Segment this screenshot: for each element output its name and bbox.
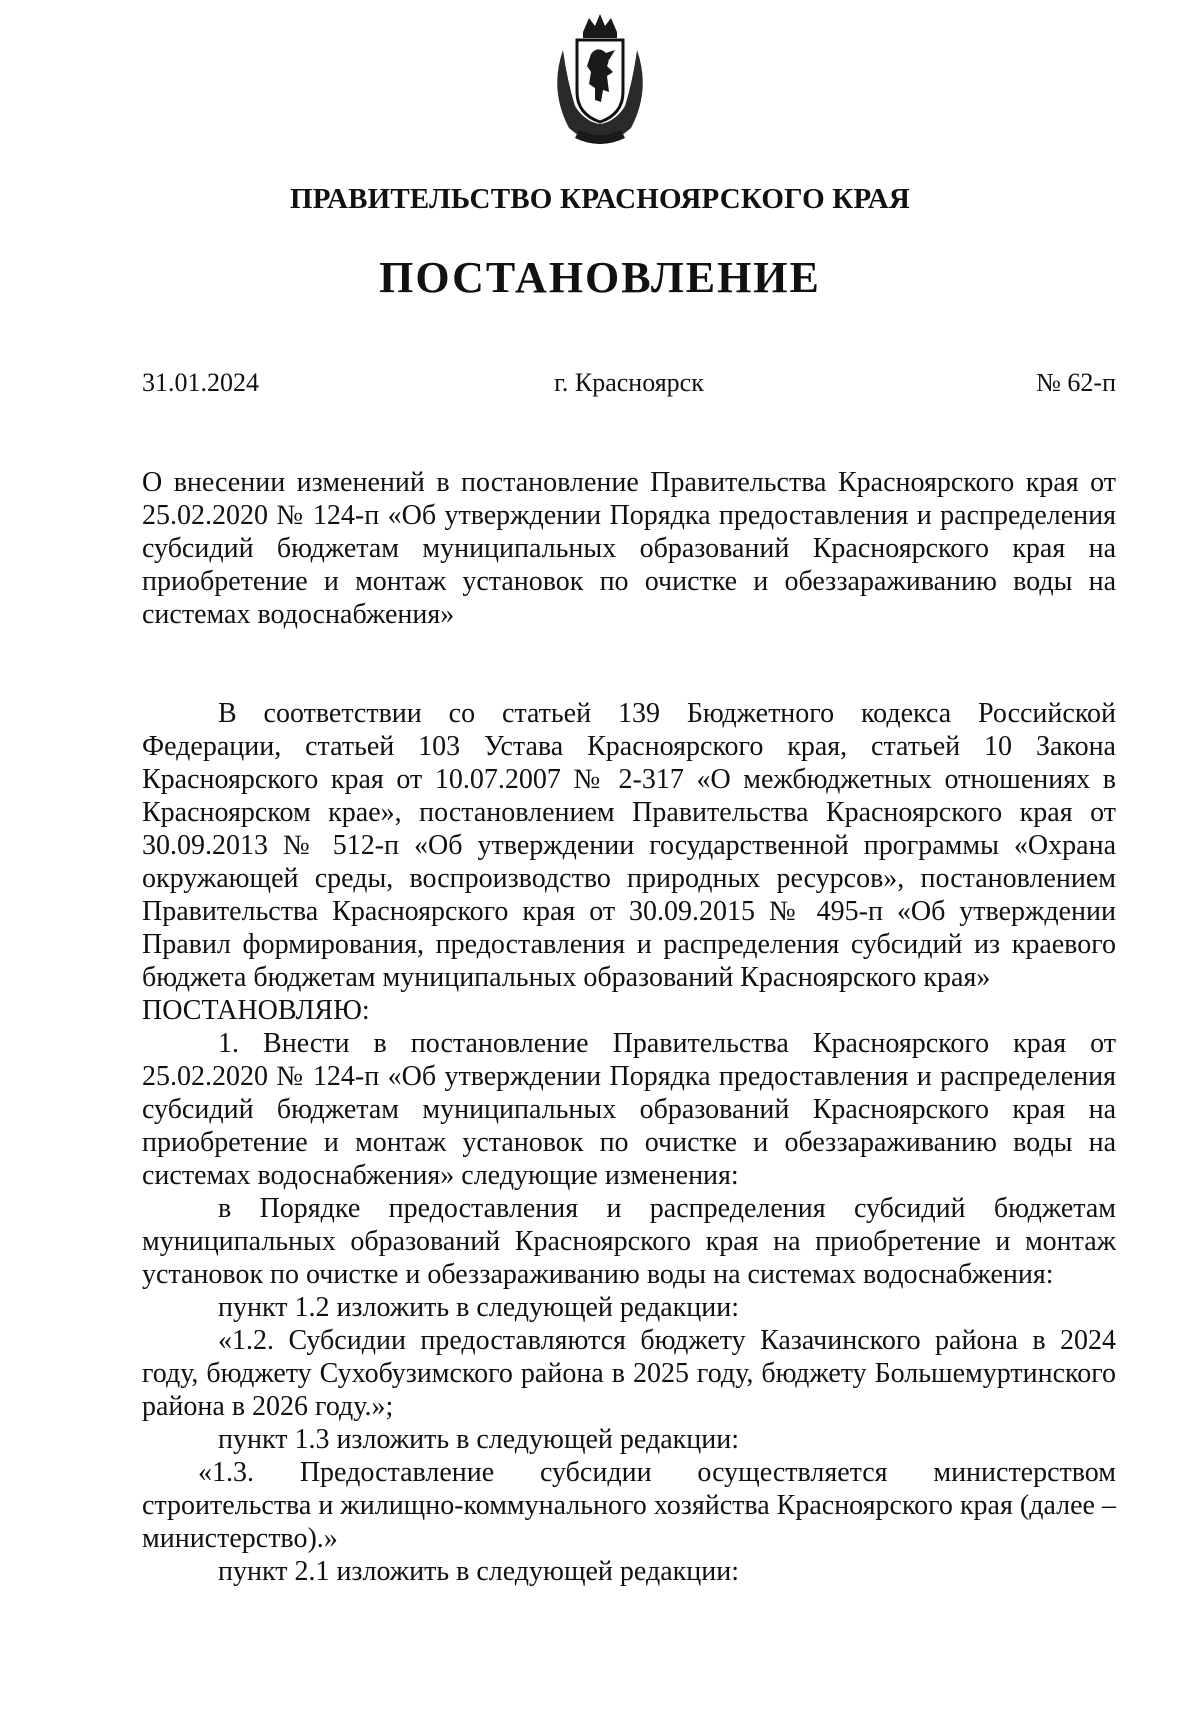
point-1-3-intro: пункт 1.3 изложить в следующей редакции:: [218, 1424, 739, 1455]
document-type-title: ПОСТАНОВЛЕНИЕ: [379, 253, 821, 302]
document-date: 31.01.2024: [142, 368, 259, 397]
point-2-1-intro: пункт 2.1 изложить в следующей редакции:: [218, 1556, 739, 1587]
order-changes-paragraph: в Порядке предоставления и распределения субсидий бюджетам муниципальных образований Красноярского края на приобретение и монтаж установок по очистке и обеззараживанию воды на системах водоснабжения:: [142, 1193, 1116, 1290]
preamble-paragraph: В соответствии со статьей 139 Бюджетного кодекса Российской Федерации, статьей 103 Устава Красноярского края, статьей 10 Закона Красноярского края от 10.07.2007 № 2-317 «О межбюджетных отношениях в Красноярском крае», постановлением Правительства Красноярского края от 30.09.2013 № 512-п «Об утверждении государственной программы «Охрана окружающей среды, воспроизводство природных ресурсов», постановлением Правительства Красноярского края от 30.09.2015 № 495-п «Об утверждении Правил формирования, предоставления и распределения субсидий из краевого бюджета бюджетам муниципальных образований Красноярского края»: [142, 698, 1116, 993]
government-name: ПРАВИТЕЛЬСТВО КРАСНОЯРСКОГО КРАЯ: [289, 183, 911, 215]
point-1-3-text: «1.3. Предоставление субсидии осуществляется министерством строительства и жилищно-коммунального хозяйства Красноярского края (далее – министерство).»: [142, 1457, 1116, 1554]
item-1-paragraph: 1. Внести в постановление Правительства Красноярского края от 25.02.2020 № 124-п «Об утверждении Порядка предоставления и распределения субсидий бюджетам муниципальных образований Красноярского края на приобретение и монтаж установок по очистке и обеззараживанию воды на системах водоснабжения» следующие изменения:: [142, 1028, 1116, 1191]
document-number: № 62-п: [1036, 368, 1116, 397]
point-1-2-text: «1.2. Субсидии предоставляются бюджету Казачинского района в 2024 году, бюджету Сухобузимского района в 2025 году, бюджету Большемуртинского района в 2026 году.»;: [142, 1325, 1116, 1422]
point-1-2-intro: пункт 1.2 изложить в следующей редакции:: [218, 1292, 739, 1323]
document-body: [142, 697, 1116, 1588]
document-subject: О внесении изменений в постановление Правительства Красноярского края от 25.02.2020 № 124-п «Об утверждении Порядка предоставления и распределения субсидий бюджетам муниципальных образований Красноярского края на приобретение и монтаж установок по очистке и обеззараживанию воды на системах водоснабжения»: [142, 467, 1116, 630]
coat-of-arms-icon: [545, 10, 655, 150]
document-city: г. Красноярск: [554, 368, 704, 397]
resolve-word: ПОСТАНОВЛЯЮ:: [142, 995, 370, 1026]
document-meta-row: [142, 368, 1116, 408]
